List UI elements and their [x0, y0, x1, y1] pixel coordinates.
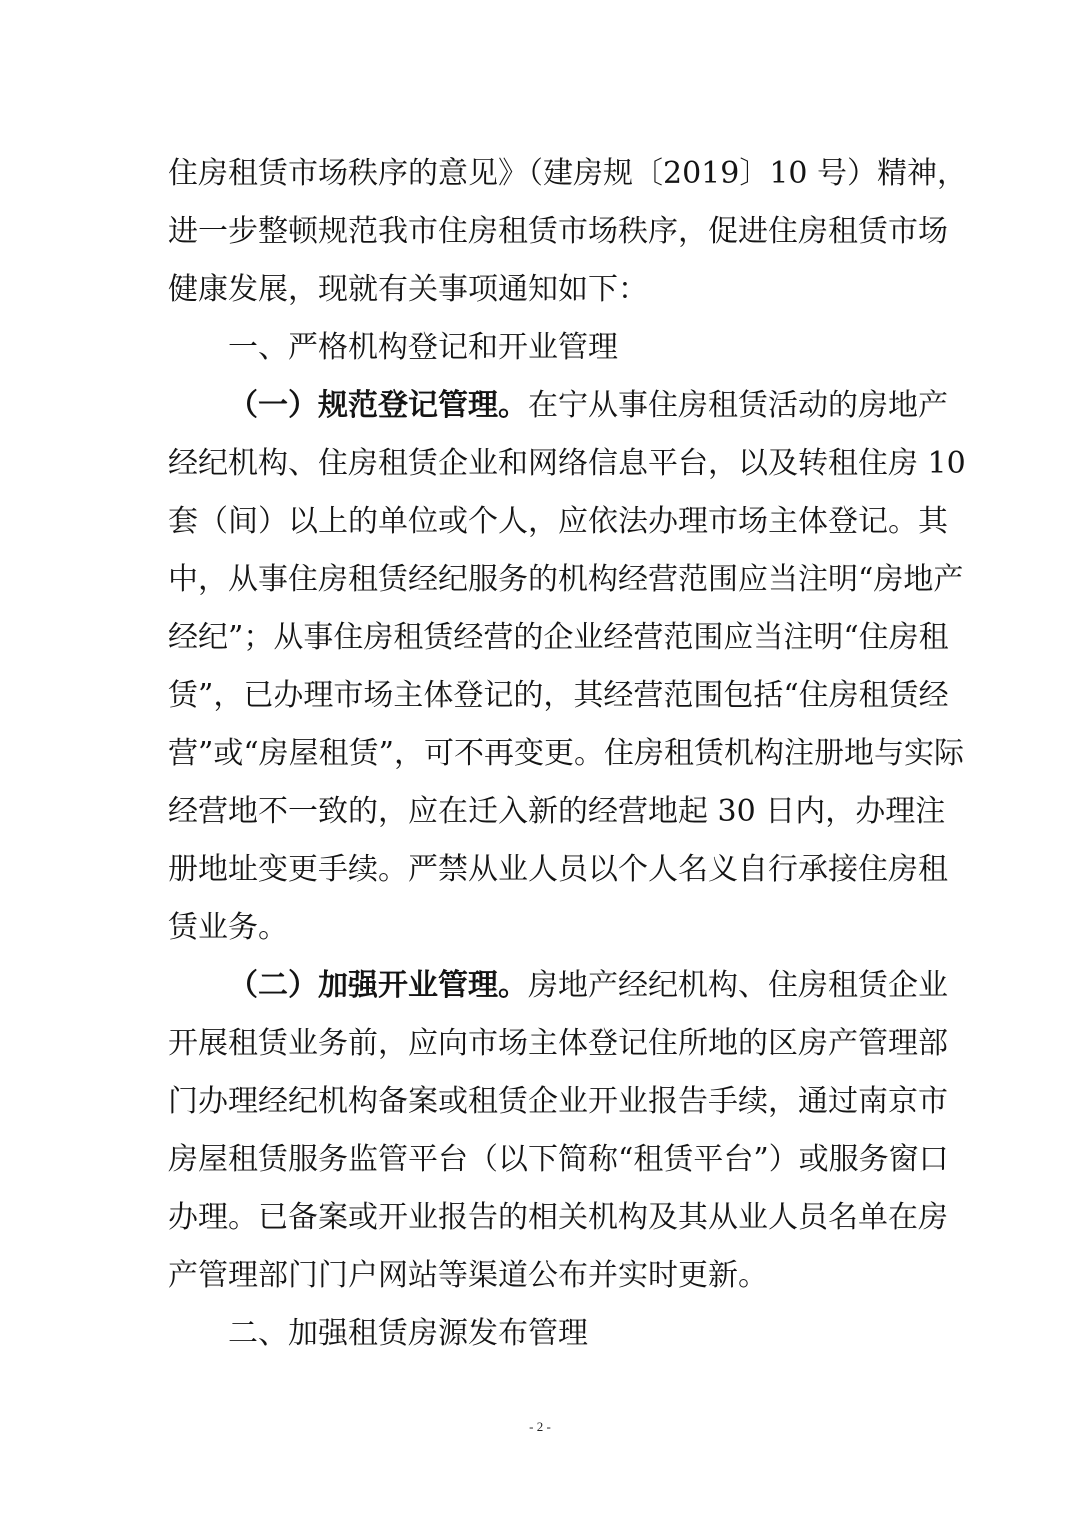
para1-first-line-rest: 在宁从事住房租赁活动的房地产 — [528, 388, 948, 423]
para2-first-line-rest: 房地产经纪机构、住房租赁企业 — [528, 968, 948, 1003]
intro-line-3: 健康发展，现就有关事项通知如下： — [168, 272, 648, 307]
para1-line: 赁”，已办理市场主体登记的，其经营范围包括“住房租赁经 — [168, 678, 949, 713]
para2-line: 房屋租赁服务监管平台（以下简称“租赁平台”）或服务窗口 — [168, 1142, 949, 1177]
para2-line: 产管理部门门户网站等渠道公布并实时更新。 — [168, 1258, 768, 1293]
para1-line: 册地址变更手续。严禁从业人员以个人名义自行承接住房租 — [168, 852, 948, 887]
intro-line-1: 住房租赁市场秩序的意见》（建房规〔2019〕10 号）精神， — [168, 156, 968, 191]
para2-line: 门办理经纪机构备案或租赁企业开业报告手续，通过南京市 — [168, 1084, 948, 1119]
para1-line: 经纪”；从事住房租赁经营的企业经营范围应当注明“住房租 — [168, 620, 949, 655]
para2-line: 办理。已备案或开业报告的相关机构及其从业人员名单在房 — [168, 1200, 948, 1235]
para2-lead: （二）加强开业管理。 — [228, 968, 528, 1003]
para1-line: 套（间）以上的单位或个人，应依法办理市场主体登记。其 — [168, 504, 948, 539]
para1-lead: （一）规范登记管理。 — [228, 388, 528, 423]
para1-line: 经纪机构、住房租赁企业和网络信息平台，以及转租住房 10 — [168, 446, 966, 481]
para1-line: 中，从事住房租赁经纪服务的机构经营范围应当注明“房地产 — [168, 562, 964, 597]
para1-line: 赁业务。 — [168, 910, 288, 945]
para1-first-line — [228, 380, 948, 432]
para1-line: 营”或“房屋租赁”，可不再变更。住房租赁机构注册地与实际 — [168, 736, 965, 771]
intro-line-2: 进一步整顿规范我市住房租赁市场秩序，促进住房租赁市场 — [168, 214, 948, 249]
para2-first-line — [228, 960, 948, 1012]
section-two-heading: 二、加强租赁房源发布管理 — [228, 1316, 588, 1351]
section-one-heading: 一、严格机构登记和开业管理 — [228, 330, 618, 365]
para1-line: 经营地不一致的，应在迁入新的经营地起 30 日内，办理注 — [168, 794, 946, 829]
page-number: - 2 - — [529, 1419, 551, 1434]
para2-line: 开展租赁业务前，应向市场主体登记住所地的区房产管理部 — [168, 1026, 948, 1061]
